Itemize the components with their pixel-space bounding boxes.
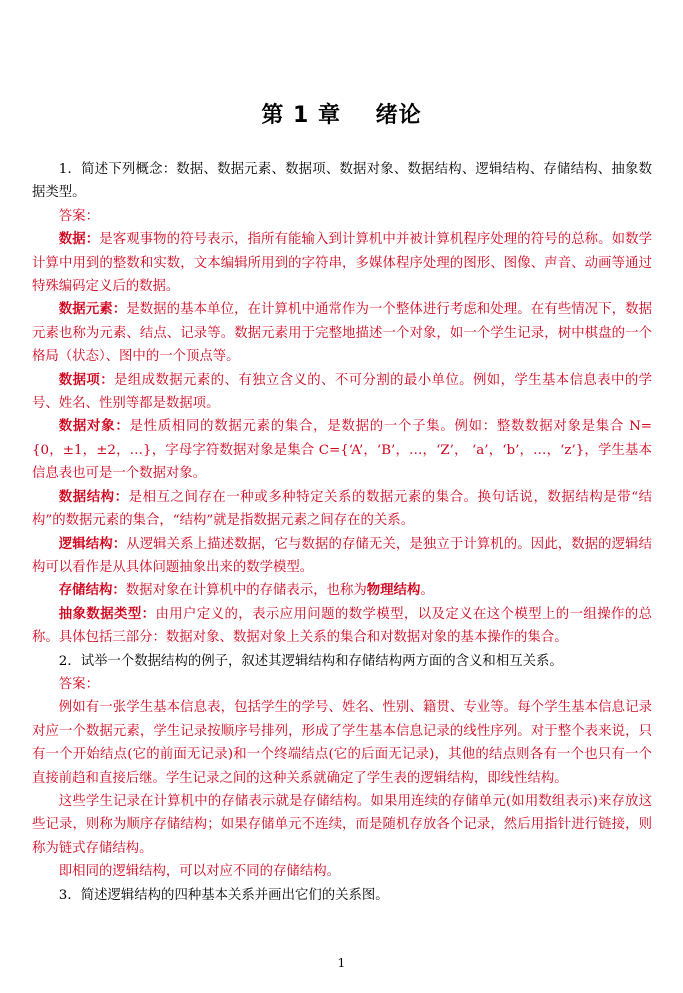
- answer-label-1: 答案：: [58, 208, 99, 224]
- term-logical-structure: 逻辑结构：: [58, 536, 127, 552]
- chapter-title: 第 1 章 绪论: [261, 103, 422, 128]
- definition-data-structure: [32, 486, 652, 533]
- term-physical-structure: 物理结构: [366, 583, 421, 599]
- definition-adt: [32, 603, 652, 650]
- question-3: 3．简述逻辑结构的四种基本关系并画出它们的关系图。: [58, 887, 389, 903]
- page-number: 1: [337, 956, 346, 970]
- answer-label-2: 答案：: [58, 676, 99, 692]
- page-content: [32, 158, 652, 907]
- definition-data-object-text: 是性质相同的数据元素的集合，是数据的一个子集。例如：整数数据对象是集合 N={0，±1，±2，…}，字母字符数据对象是集合 C={‘A’，‘B’，…，‘Z’， ‘a’，‘b’，…，‘z’}，学生基本信息表也可是一个数据对象。: [32, 419, 653, 482]
- term-data-element: 数据元素：: [58, 302, 127, 318]
- term-storage-structure: 存储结构：: [58, 583, 126, 599]
- definition-logical-structure-text: 从逻辑关系上描述数据，它与数据的存储无关，是独立于计算机的。因此，数据的逻辑结构可以看作是从具体问题抽象出来的数学模型。: [32, 536, 652, 575]
- definition-data-structure-text: 是相互之间存在一种或多种特定关系的数据元素的集合。换句话说，数据结构是带“结构”的数据元素的集合，“结构”就是指数据元素之间存在的关系。: [32, 489, 653, 529]
- definition-adt-text: 由用户定义的，表示应用问题的数学模型，以及定义在这个模型上的一组操作的总称。具体包括三部分：数据对象、数据对象上关系的集合和对数据对象的基本操作的集合。: [32, 606, 653, 646]
- answer-2-paragraph-3: 即相同的逻辑结构，可以对应不同的存储结构。: [58, 864, 340, 880]
- definition-storage-structure-text: 数据对象在计算机中的存储表示，也称为: [125, 583, 367, 599]
- term-data-structure: 数据结构：: [58, 489, 129, 505]
- definition-data-text: 是客观事物的符号表示，指所有能输入到计算机中并被计算机程序处理的符号的总称。如数学计算中用到的整数和实数，文本编辑所用到的字符串，多媒体程序处理的图形、图像、声音、动画等通过特殊编码定义后的数据。: [32, 232, 652, 295]
- term-data-item: 数据项：: [58, 372, 115, 388]
- definition-data-element: [32, 298, 652, 368]
- definition-data-item-text: 是组成数据元素的、有独立含义的、不可分割的最小单位。例如，学生基本信息表中的学号、姓名、性别等都是数据项。: [32, 372, 653, 412]
- term-data-object: 数据对象：: [58, 419, 130, 435]
- definition-data-element-text: 是数据的基本单位，在计算机中通常作为一个整体进行考虑和处理。在有些情况下，数据元素也称为元素、结点、记录等。数据元素用于完整地描述一个对象，如一个学生记录，树中棋盘的一个格局（状态）、图中的一个顶点等。: [32, 302, 652, 365]
- definition-logical-structure: [32, 533, 652, 580]
- definition-storage-structure: [32, 579, 652, 602]
- definition-storage-structure-end: 。: [420, 583, 434, 599]
- term-data: 数据：: [58, 232, 100, 248]
- term-adt: 抽象数据类型：: [58, 606, 156, 622]
- answer-2-paragraph-2: 这些学生记录在计算机中的存储表示就是存储结构。如果用连续的存储单元(如用数组表示)来存放这些记录，则称为顺序存储结构；如果存储单元不连续，而是随机存放各个记录，然后用指针进行链接，则称为链式存储结构。: [32, 793, 652, 856]
- answer-2-paragraph-1: 例如有一张学生基本信息表，包括学生的学号、姓名、性别、籍贯、专业等。每个学生基本信息记录对应一个数据元素，学生记录按顺序号排列，形成了学生基本信息记录的线性序列。对于整个表来说，只有一个开始结点(它的前面无记录)和一个终端结点(它的后面无记录)，其他的结点则各有一个也只有一个直接前趋和直接后继。学生记录之间的这种关系就确定了学生表的逻辑结构，即线性结构。: [32, 700, 652, 786]
- question-2: 2．试举一个数据结构的例子，叙述其逻辑结构和存储结构两方面的含义和相互关系。: [58, 653, 563, 669]
- definition-data-object: [32, 415, 652, 485]
- question-1: 1．简述下列概念：数据、数据元素、数据项、数据对象、数据结构、逻辑结构、存储结构、抽象数据类型。: [32, 162, 652, 201]
- definition-data: [32, 228, 652, 298]
- definition-data-item: [32, 369, 652, 416]
